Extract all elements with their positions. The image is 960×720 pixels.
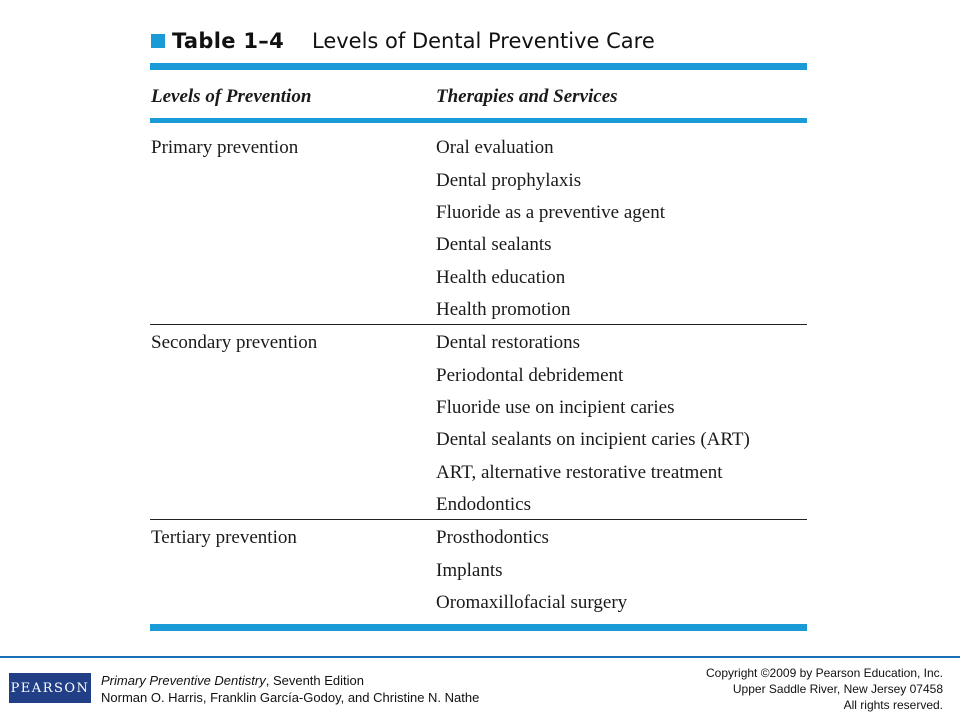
table-number: Table 1–4	[172, 29, 284, 53]
group-divider	[150, 519, 807, 520]
level-primary: Primary prevention	[151, 137, 299, 158]
book-title-line	[101, 672, 479, 689]
top-rule	[150, 63, 807, 70]
table-title-row	[151, 24, 655, 58]
service-item: Fluoride use on incipient caries	[436, 397, 675, 418]
service-item: Dental sealants	[436, 234, 552, 255]
rights-line: All rights reserved.	[843, 698, 943, 712]
group-divider	[150, 324, 807, 325]
service-item: ART, alternative restorative treatment	[436, 462, 723, 483]
copyright-line: Copyright ©2009 by Pearson Education, Inc.	[706, 666, 943, 680]
table-title: Levels of Dental Preventive Care	[312, 29, 655, 53]
address-line: Upper Saddle River, New Jersey 07458	[732, 682, 943, 696]
service-item: Health promotion	[436, 299, 571, 320]
bottom-rule	[150, 624, 807, 631]
book-authors: Norman O. Harris, Franklin García-Godoy, and Christine N. Nathe	[101, 690, 480, 705]
level-tertiary: Tertiary prevention	[151, 527, 297, 548]
footer-divider	[0, 656, 960, 658]
copyright-block	[706, 665, 943, 713]
level-secondary: Secondary prevention	[151, 332, 318, 353]
square-bullet-icon	[151, 34, 165, 48]
service-item: Fluoride as a preventive agent	[436, 202, 665, 223]
service-item: Prosthodontics	[436, 527, 549, 548]
book-title: Primary Preventive Dentistry	[101, 673, 266, 688]
header-services: Therapies and Services	[436, 86, 618, 107]
service-item: Dental restorations	[436, 332, 581, 353]
book-edition: , Seventh Edition	[265, 673, 365, 688]
service-item: Implants	[436, 560, 503, 581]
service-item: Health education	[436, 267, 566, 288]
service-item: Periodontal debridement	[436, 365, 624, 386]
book-citation	[101, 672, 479, 706]
service-item: Oral evaluation	[436, 137, 554, 158]
service-item: Dental prophylaxis	[436, 170, 582, 191]
service-item: Endodontics	[436, 494, 531, 515]
header-levels: Levels of Prevention	[151, 86, 312, 107]
header-rule	[150, 118, 807, 123]
pearson-logo: PEARSON	[9, 673, 91, 703]
service-item: Dental sealants on incipient caries (ART)	[436, 429, 750, 450]
service-item: Oromaxillofacial surgery	[436, 592, 628, 613]
